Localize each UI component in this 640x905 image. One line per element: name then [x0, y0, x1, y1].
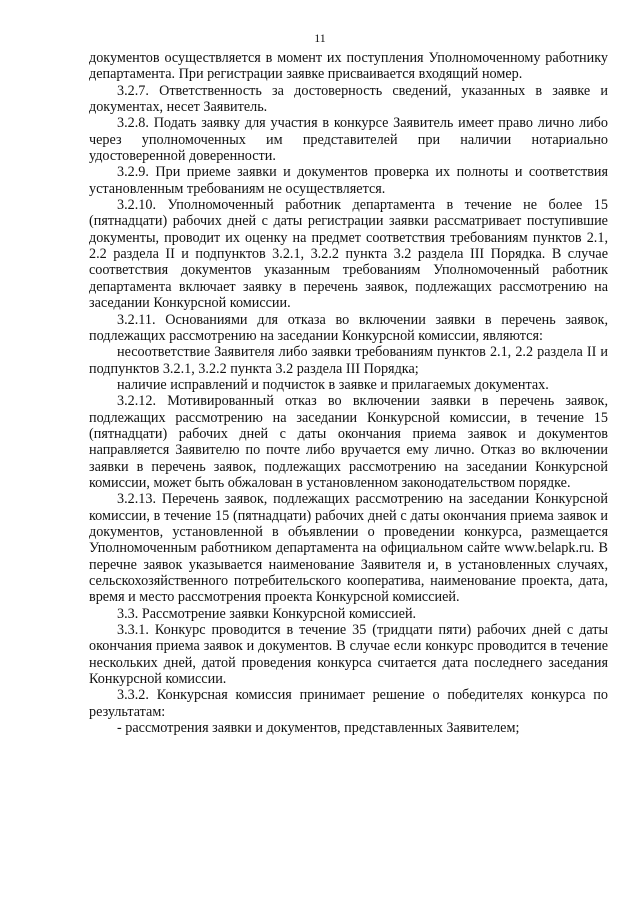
paragraph-3-2-9: 3.2.9. При приеме заявки и документов проверка их полноты и соответствия установленным требованиям не осуществляется. [89, 164, 608, 197]
paragraph-3-2-13: 3.2.13. Перечень заявок, подлежащих рассмотрению на заседании Конкурсной комиссии, в течение 15 (пятнадцати) рабочих дней с даты окончания приема заявок и документов, установленной в объявлении о проведении конкурса, размещается Уполномоченным работником департамента на официальном сайте www.belapk.ru. В перечне заявок указывается наименование Заявителя и, в установленных случаях, сельскохозяйственного потребительского кооператива, наименование проекта, дата, время и место рассмотрения проекта Конкурсной комиссией. [89, 491, 608, 606]
paragraph-3-3-2: 3.3.2. Конкурсная комиссия принимает решение о победителях конкурса по результатам: [89, 687, 608, 720]
list-item-application-review: - рассмотрения заявки и документов, представленных Заявителем; [117, 720, 520, 737]
paragraph-continuation: документов осуществляется в момент их поступления Уполномоченному работнику департамента. При регистрации заявке присваивается входящий номер. [89, 50, 608, 83]
refusal-ground-1: несоответствие Заявителя либо заявки требованиям пунктов 2.1, 2.2 раздела II и подпунктов 3.2.1, 3.2.2 пункта 3.2 раздела III Порядка; [89, 344, 608, 377]
paragraph-3-2-12: 3.2.12. Мотивированный отказ во включении заявки в перечень заявок, подлежащих рассмотрению на заседании Конкурсной комиссии, в течение 15 (пятнадцати) рабочих дней с даты окончания приема заявок и документов направляется Заявителю по почте либо вручается ему лично. Отказ во включении заявки в перечень заявок, подлежащих рассмотрению на заседании Конкурсной комиссии, может быть обжалован в установленном законодательством порядке. [89, 393, 608, 491]
paragraph-3-2-7: 3.2.7. Ответственность за достоверность сведений, указанных в заявке и документах, несет Заявитель. [89, 82, 608, 116]
paragraph-3-3: 3.3. Рассмотрение заявки Конкурсной комиссией. [117, 605, 417, 622]
refusal-ground-2: наличие исправлений и подчисток в заявке и прилагаемых документах. [117, 376, 549, 393]
paragraph-3-2-8: 3.2.8. Подать заявку для участия в конкурсе Заявитель имеет право лично либо через уполномоченных им представителей при наличии нотариально удостоверенной доверенности. [89, 115, 608, 165]
paragraph-3-2-10: 3.2.10. Уполномоченный работник департамента в течение не более 15 (пятнадцати) рабочих дней с даты регистрации заявки рассматривает поступившие документы, проводит их оценку на предмет соответствия требованиям пунктов 2.1, 2.2 раздела II и подпунктов 3.2.1, 3.2.2 пункта 3.2 раздела III Порядка. В случае соответствия документов указанным требованиям Уполномоченный работник департамента включает заявку в перечень заявок, подлежащих рассмотрению на заседании Конкурсной комиссии. [89, 197, 608, 312]
paragraph-3-2-11: 3.2.11. Основаниями для отказа во включении заявки в перечень заявок, подлежащих рассмотрению на заседании Конкурсной комиссии, являются: [89, 311, 608, 344]
page-number: 11 [314, 31, 326, 45]
document-body [89, 50, 608, 736]
paragraph-3-3-1: 3.3.1. Конкурс проводится в течение 35 (тридцати пяти) рабочих дней с даты окончания приема заявок и документов. В случае если конкурс проводится в течение нескольких дней, датой проведения конкурса считается дата последнего заседания Конкурсной комиссии. [89, 622, 608, 688]
